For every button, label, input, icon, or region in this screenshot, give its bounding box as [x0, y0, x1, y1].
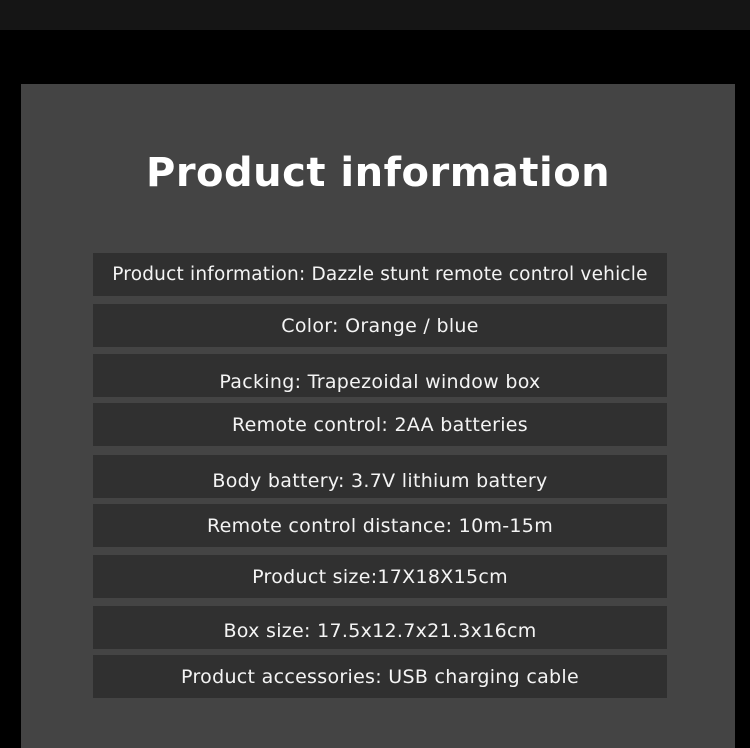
info-row-color: Color: Orange / blue: [93, 304, 667, 347]
page-title: Product information: [146, 150, 611, 196]
info-row-packing: Packing: Trapezoidal window box: [93, 354, 667, 397]
info-row-body-battery: Body battery: 3.7V lithium battery: [93, 455, 667, 498]
info-row-distance: Remote control distance: 10m-15m: [93, 504, 667, 547]
info-row-product: Product information: Dazzle stunt remote control vehicle: [93, 253, 667, 296]
info-row-box-size: Box size: 17.5x12.7x21.3x16cm: [93, 606, 667, 649]
info-row-product-size: Product size:17X18X15cm: [93, 555, 667, 598]
info-row-accessories: Product accessories: USB charging cable: [93, 655, 667, 698]
info-row-remote-control: Remote control: 2AA batteries: [93, 403, 667, 446]
top-band: [0, 0, 750, 30]
